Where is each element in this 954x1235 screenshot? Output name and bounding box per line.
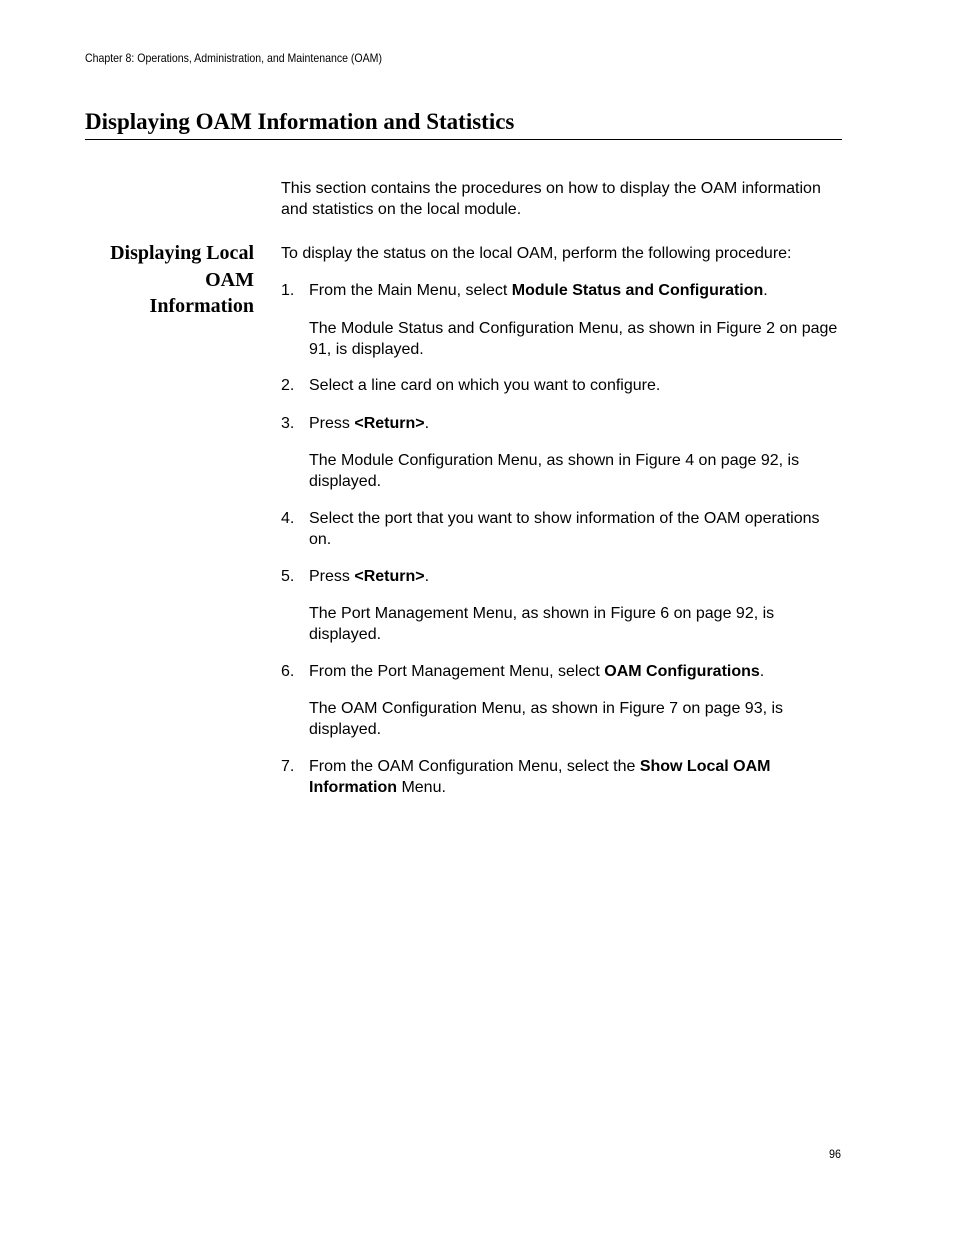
step-text: From the Port Management Menu, select OAM Configurations.	[309, 663, 765, 680]
step-text: Press <Return>.	[309, 415, 430, 432]
step-note: The Port Management Menu, as shown in Figure 6 on page 92, is displayed.	[309, 605, 775, 643]
step-number: 4.	[281, 510, 295, 527]
section-intro: This section contains the procedures on how to display the OAM information and statistics on the local module.	[281, 180, 821, 218]
step-number: 2.	[281, 377, 295, 394]
subsection-heading-line: Displaying Local	[110, 242, 254, 264]
step-emphasis: Show Local OAM Information	[309, 758, 771, 796]
subsection-heading	[85, 240, 254, 320]
section-title: Displaying OAM Information and Statistics	[85, 107, 842, 140]
subsection-heading-line: OAM	[205, 268, 254, 291]
procedure-lead: To display the status on the local OAM, perform the following procedure:	[281, 245, 792, 262]
step-number: 5.	[281, 568, 295, 585]
step-number: 6.	[281, 663, 295, 680]
page-number: 96	[828, 1147, 841, 1161]
step-emphasis: <Return>	[354, 415, 425, 432]
step-emphasis: Module Status and Configuration	[511, 282, 764, 299]
step-number: 7.	[281, 758, 295, 775]
step-number: 3.	[281, 415, 295, 432]
step-note: The Module Configuration Menu, as shown in Figure 4 on page 92, is displayed.	[309, 452, 800, 490]
running-header: Chapter 8: Operations, Administration, and Maintenance (OAM)	[85, 51, 382, 65]
step-text: Press <Return>.	[309, 568, 430, 585]
step-number: 1.	[281, 282, 295, 299]
step-emphasis: <Return>	[354, 568, 425, 585]
step-emphasis: OAM Configurations	[604, 663, 760, 680]
step-note: The Module Status and Configuration Menu, as shown in Figure 2 on page 91, is displayed.	[309, 320, 838, 358]
step-note: The OAM Configuration Menu, as shown in Figure 7 on page 93, is displayed.	[309, 700, 784, 738]
step-text: Select the port that you want to show information of the OAM operations on.	[309, 510, 820, 548]
subsection-heading-line: Information	[149, 295, 254, 317]
step-text: From the Main Menu, select Module Status and Configuration.	[309, 282, 768, 299]
step-text: Select a line card on which you want to configure.	[309, 377, 661, 394]
step-text: From the OAM Configuration Menu, select the Show Local OAM Information Menu.	[309, 758, 771, 796]
